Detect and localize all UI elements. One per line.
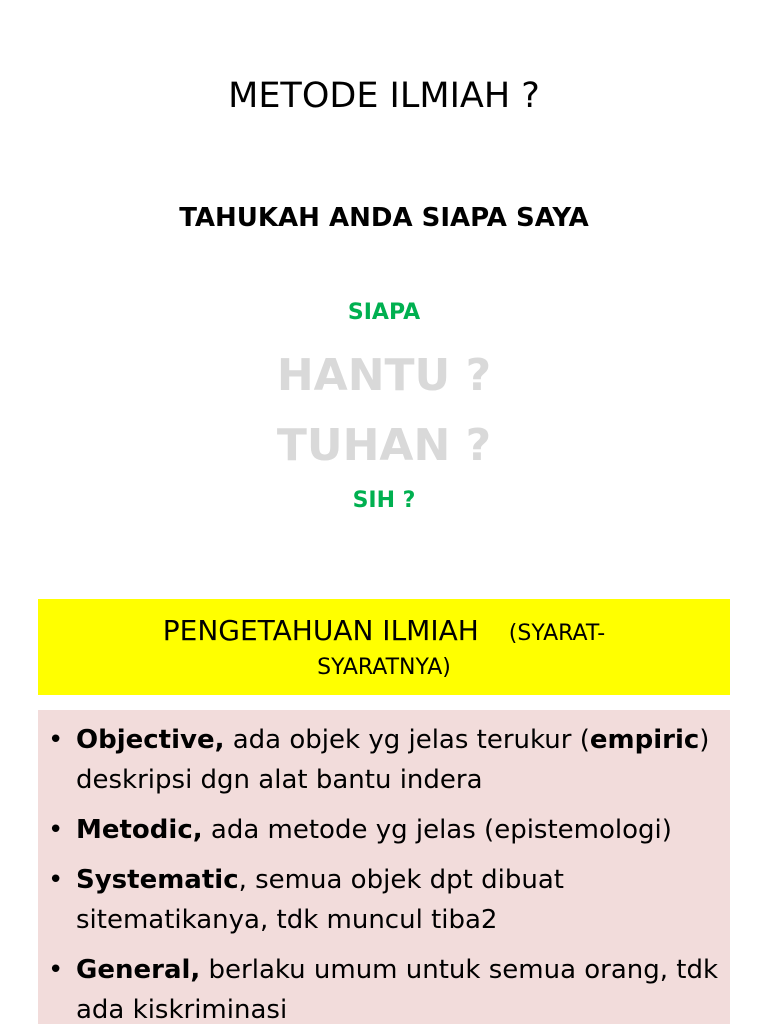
hantu-text: HANTU ? xyxy=(276,350,492,401)
requirements-heading-line xyxy=(38,611,730,654)
siapa-label: SIAPA xyxy=(347,300,421,325)
criteria-list xyxy=(48,720,722,1030)
criteria-item-systematic xyxy=(48,860,722,940)
bullet-icon: • xyxy=(48,865,64,895)
requirements-note-part2: SYARATNYA) xyxy=(317,655,451,680)
requirements-heading: PENGETAHUAN ILMIAH xyxy=(162,614,479,647)
criteria-term: Systematic xyxy=(76,865,239,895)
criteria-term: General, xyxy=(76,955,201,985)
criteria-text: ada objek yg jelas terukur ( xyxy=(224,725,590,755)
criteria-bold-word: empiric xyxy=(589,725,700,755)
bullet-icon: • xyxy=(48,815,64,845)
bullet-icon: • xyxy=(48,955,64,985)
sih-label: SIH ? xyxy=(352,488,416,513)
criteria-text: , semua objek dpt dibuat sitematikanya, tdk muncul tiba2 xyxy=(76,865,564,935)
subtitle: TAHUKAH ANDA SIAPA SAYA xyxy=(179,203,589,233)
criteria-text: ada metode yg jelas (epistemologi) xyxy=(202,815,672,845)
criteria-term: Objective, xyxy=(76,725,225,755)
criteria-box xyxy=(38,710,730,1024)
bullet-icon: • xyxy=(48,725,64,755)
criteria-text-end: ) deskripsi dgn alat bantu indera xyxy=(76,725,710,795)
criteria-item-objective xyxy=(48,720,722,800)
requirements-note-part1: (SYARAT- xyxy=(508,621,606,646)
criteria-item-metodic xyxy=(48,810,722,850)
criteria-term: Metodic, xyxy=(76,815,203,845)
criteria-text: berlaku umum untuk semua orang, tdk ada kiskriminasi xyxy=(76,955,719,1025)
criteria-item-general xyxy=(48,950,722,1030)
requirements-heading-box xyxy=(38,599,730,695)
tuhan-text: TUHAN ? xyxy=(276,420,492,471)
slide-title: METODE ILMIAH ? xyxy=(228,76,540,116)
